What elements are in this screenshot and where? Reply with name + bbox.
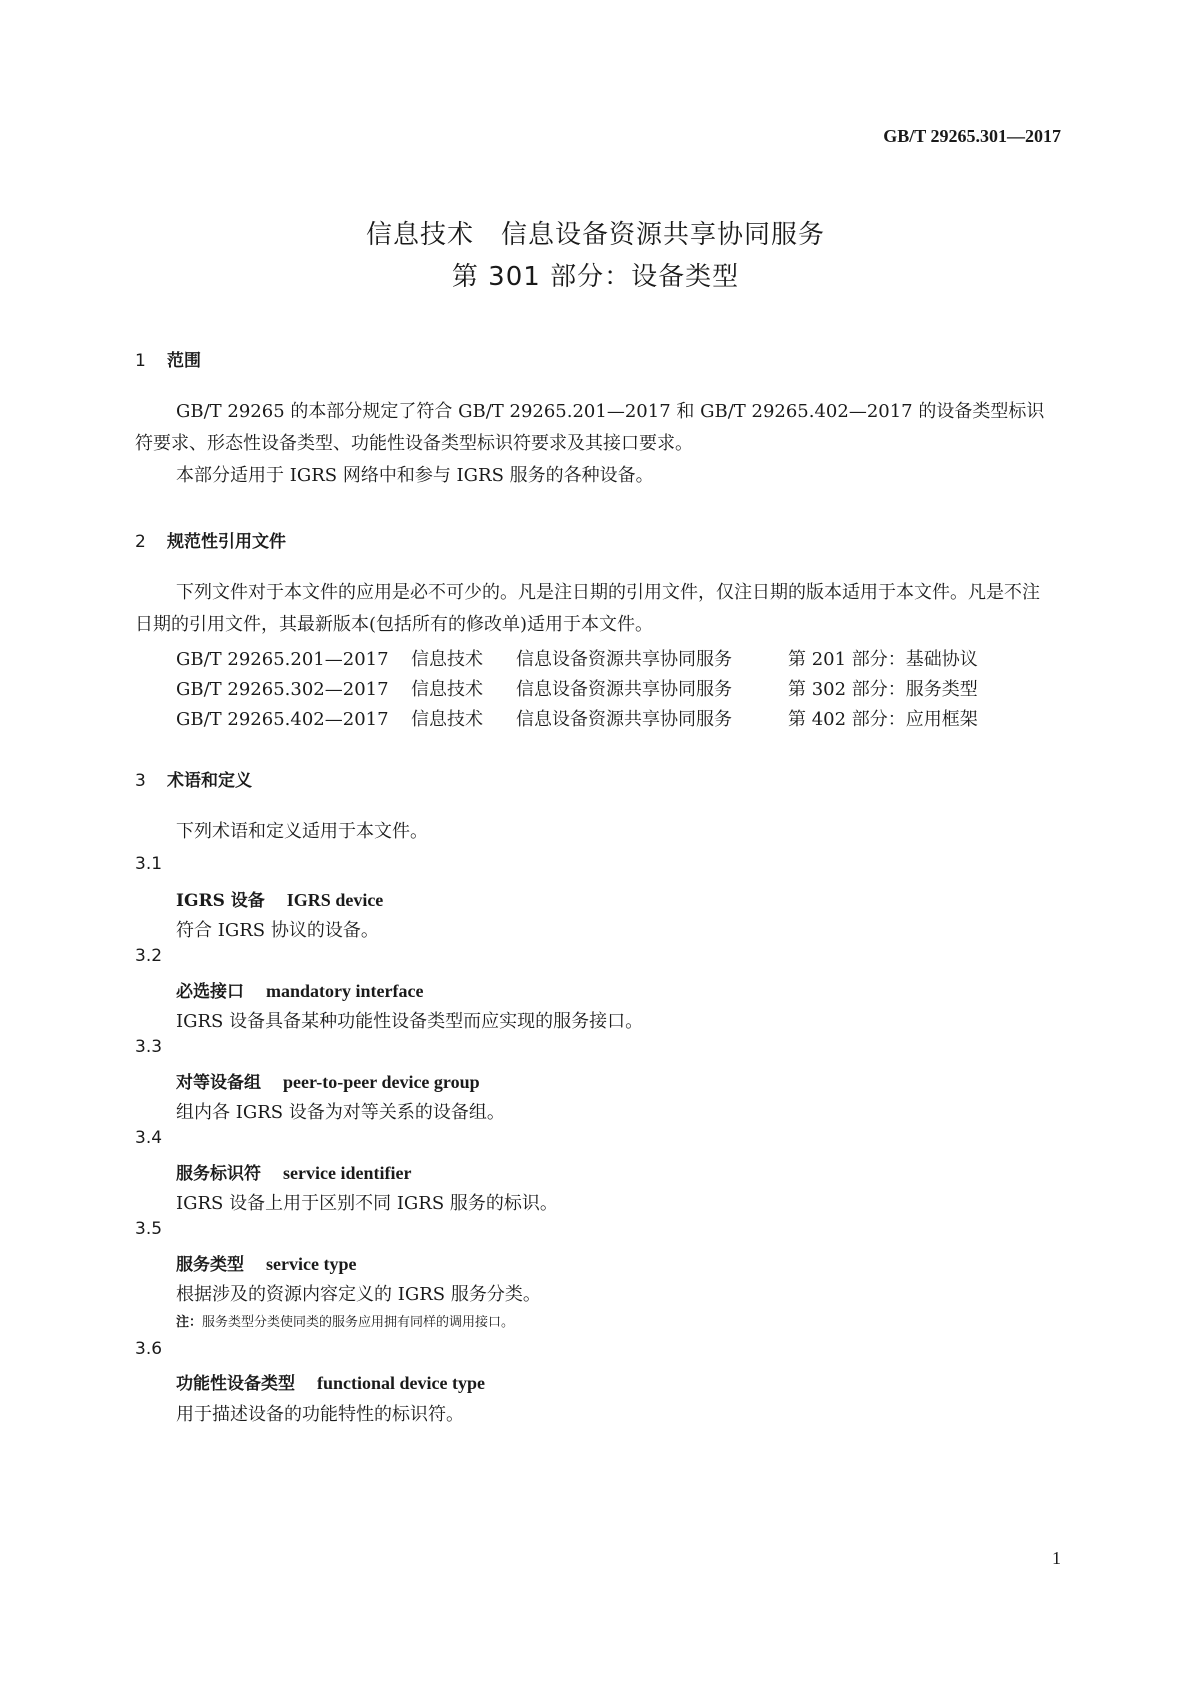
reference-part3: 第 302 部分：服务类型: [788, 679, 978, 700]
reference-line: [176, 645, 978, 671]
section-title: 范围: [167, 351, 201, 371]
document-title-line2: 第 301 部分：设备类型: [451, 262, 740, 292]
term-number: 3.4: [135, 1128, 163, 1148]
term-definition: 根据涉及的资源内容定义的 IGRS 服务分类。: [176, 1284, 541, 1305]
term-name-en: peer-to-peer device group: [283, 1072, 480, 1092]
term-number: 3.1: [135, 854, 163, 874]
term-name: [176, 1159, 411, 1184]
term-definition: IGRS 设备上用于区别不同 IGRS 服务的标识。: [176, 1193, 558, 1214]
term-number: 3.6: [135, 1339, 163, 1359]
section-2-heading: [135, 527, 286, 552]
term-name-zh: 服务类型: [176, 1255, 244, 1275]
reference-code: GB/T 29265.201—2017: [176, 649, 389, 670]
reference-code: GB/T 29265.302—2017: [176, 679, 389, 700]
reference-part1: 信息技术: [411, 649, 483, 670]
term-note: [176, 1311, 514, 1330]
reference-part1: 信息技术: [411, 679, 483, 700]
page-number: 1: [1052, 1548, 1061, 1568]
reference-line: [176, 705, 978, 731]
term-name-en: service type: [266, 1254, 357, 1274]
section-3-intro: 下列术语和定义适用于本文件。: [176, 821, 428, 842]
term-definition: IGRS 设备具备某种功能性设备类型而应实现的服务接口。: [176, 1011, 644, 1032]
term-number: 3.2: [135, 946, 163, 966]
term-number: 3.3: [135, 1037, 163, 1057]
section-1-heading: [135, 346, 201, 371]
term-name-en: IGRS device: [286, 890, 384, 910]
term-name-zh: 必选接口: [176, 982, 244, 1002]
term-name-en: mandatory interface: [266, 981, 424, 1001]
term-name-en: service identifier: [283, 1163, 412, 1183]
section-number: 3: [135, 771, 146, 791]
note-text: 服务类型分类使同类的服务应用拥有同样的调用接口。: [202, 1315, 515, 1330]
section-number: 1: [135, 351, 146, 371]
section-title: 规范性引用文件: [167, 532, 286, 552]
term-name-zh: IGRS 设备: [176, 891, 265, 911]
reference-part2: 信息设备资源共享协同服务: [516, 679, 732, 700]
document-title-line1: 信息技术 信息设备资源共享协同服务: [365, 220, 825, 250]
reference-part2: 信息设备资源共享协同服务: [516, 649, 732, 670]
term-name: [176, 977, 423, 1002]
section-1-paragraph-1: GB/T 29265 的本部分规定了符合 GB/T 29265.201—2017 和 GB/T 29265.402—2017 的设备类型标识符要求、形态性设备类型、功能性设备类型标识符要求及其接口要求。: [135, 401, 1045, 454]
term-name-zh: 功能性设备类型: [176, 1374, 295, 1394]
term-name: [176, 886, 383, 911]
term-definition: 用于描述设备的功能特性的标识符。: [176, 1404, 464, 1425]
term-name-zh: 服务标识符: [176, 1164, 261, 1184]
note-label: 注：: [176, 1315, 203, 1330]
term-name: [176, 1369, 485, 1394]
term-name: [176, 1250, 356, 1275]
term-name-zh: 对等设备组: [176, 1073, 261, 1093]
section-number: 2: [135, 532, 146, 552]
term-name-en: functional device type: [317, 1373, 485, 1393]
term-definition: 组内各 IGRS 设备为对等关系的设备组。: [176, 1102, 505, 1123]
term-number: 3.5: [135, 1219, 163, 1239]
reference-part3: 第 402 部分：应用框架: [788, 709, 978, 730]
section-3-heading: [135, 766, 252, 791]
reference-part2: 信息设备资源共享协同服务: [516, 709, 732, 730]
reference-code: GB/T 29265.402—2017: [176, 709, 389, 730]
term-definition: 符合 IGRS 协议的设备。: [176, 920, 379, 941]
section-2-paragraph-1: 下列文件对于本文件的应用是必不可少的。凡是注日期的引用文件，仅注日期的版本适用于本文件。凡是不注日期的引用文件，其最新版本(包括所有的修改单)适用于本文件。: [135, 582, 1040, 635]
section-title: 术语和定义: [167, 771, 252, 791]
reference-part1: 信息技术: [411, 709, 483, 730]
reference-line: [176, 675, 978, 701]
standard-code: GB/T 29265.301—2017: [883, 126, 1061, 146]
reference-part3: 第 201 部分：基础协议: [788, 649, 978, 670]
section-1-paragraph-2: 本部分适用于 IGRS 网络中和参与 IGRS 服务的各种设备。: [176, 465, 654, 486]
term-name: [176, 1068, 480, 1093]
